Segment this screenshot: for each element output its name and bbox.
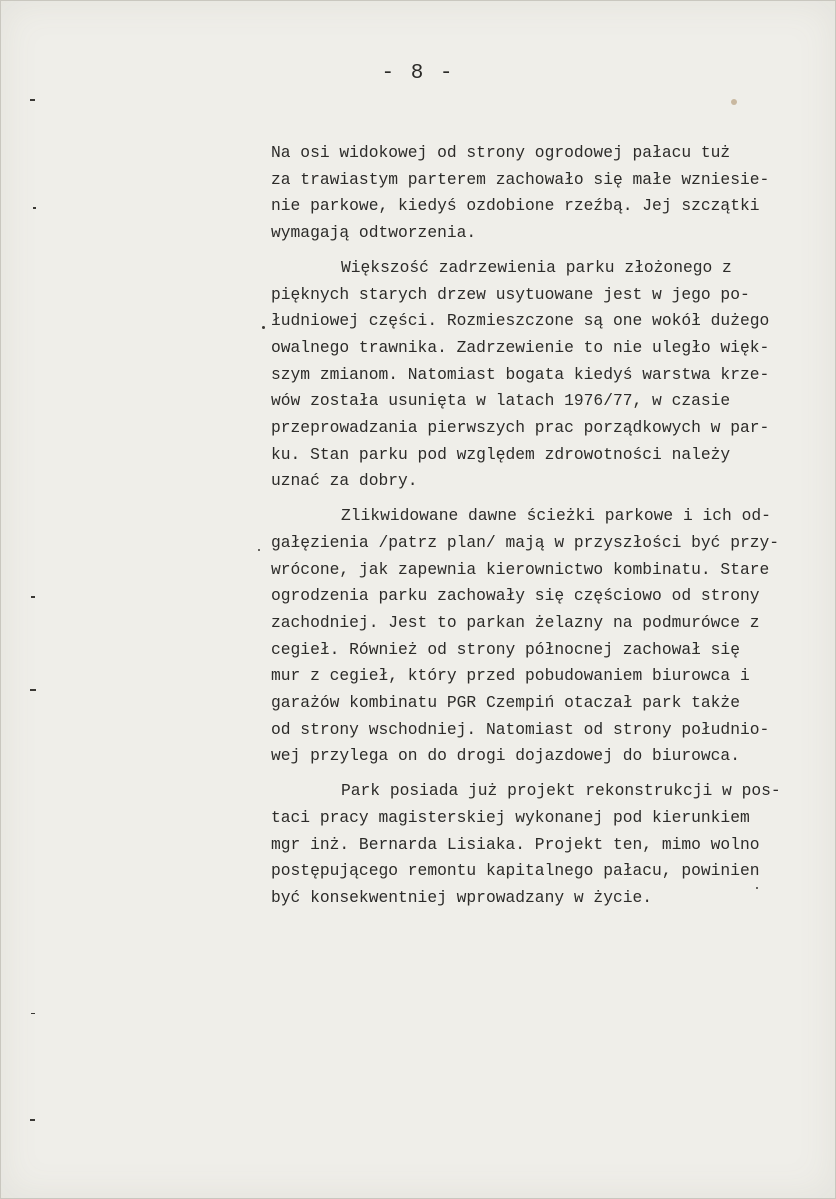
text-line: garażów kombinatu PGR Czempiń otaczał park także [271, 693, 740, 713]
text-line: zachodniej. Jest to parkan żelazny na podmurówce z [271, 612, 760, 632]
text-line: szym zmianom. Natomiast bogata kiedyś warstwa krze- [271, 364, 770, 384]
body-text [271, 140, 811, 920]
text-line: gałęzienia /patrz plan/ mają w przyszłości być przy- [271, 532, 780, 552]
text-line: Zlikwidowane dawne ścieżki parkowe i ich od- [341, 506, 771, 526]
text-line: cegieł. Również od strony północnej zachował się [271, 639, 740, 659]
margin-speck [30, 99, 35, 101]
text-line: łudniowej części. Rozmieszczone są one wokół dużego [271, 311, 770, 331]
text-line: postępującego remontu kapitalnego pałacu, powinien [271, 861, 760, 881]
text-line: od strony wschodniej. Natomiast od strony południo- [271, 719, 770, 739]
text-line: przeprowadzania pierwszych prac porządkowych w par- [271, 418, 770, 438]
text-line: ku. Stan parku pod względem zdrowotności należy [271, 444, 731, 464]
margin-speck [31, 596, 35, 598]
paragraph [271, 778, 811, 912]
paper-speck [731, 99, 737, 105]
paper-speck [258, 549, 260, 551]
paragraph [271, 140, 811, 247]
text-line: za trawiastym parterem zachowało się małe wzniesie- [271, 169, 770, 189]
text-line: taci pracy magisterskiej wykonanej pod kierunkiem [271, 807, 750, 827]
text-line: mur z cegieł, który przed pobudowaniem biurowca i [271, 666, 750, 686]
text-line: Park posiada już projekt rekonstrukcji w pos- [341, 781, 781, 801]
margin-speck [33, 207, 36, 209]
text-line: wymagają odtworzenia. [271, 223, 477, 243]
text-line: wrócone, jak zapewnia kierownictwo kombinatu. Stare [271, 559, 770, 579]
paragraph [271, 255, 811, 495]
margin-speck [31, 1013, 35, 1014]
text-line: mgr inż. Bernarda Lisiaka. Projekt ten, mimo wolno [271, 834, 760, 854]
text-line: być konsekwentniej wprowadzany w życie. [271, 887, 653, 907]
text-line: wej przylega on do drogi dojazdowej do biurowca. [271, 746, 740, 766]
text-line: nie parkowe, kiedyś ozdobione rzeźbą. Jej szczątki [271, 196, 760, 216]
page-number: - 8 - [381, 62, 455, 85]
text-line: wów została usunięta w latach 1976/77, w czasie [271, 391, 731, 411]
text-line: uznać za dobry. [271, 471, 418, 491]
text-line: Na osi widokowej od strony ogrodowej pałacu tuż [271, 143, 731, 162]
margin-speck [30, 1119, 35, 1121]
text-line: ogrodzenia parku zachowały się częściowo od strony [271, 586, 760, 606]
text-line: Większość zadrzewienia parku złożonego z [341, 257, 732, 277]
text-line: pięknych starych drzew usytuowane jest w jego po- [271, 284, 750, 304]
paragraph [271, 503, 811, 770]
margin-speck [30, 689, 36, 691]
text-line: owalnego trawnika. Zadrzewienie to nie uległo więk- [271, 337, 770, 357]
paper-speck [262, 326, 265, 329]
